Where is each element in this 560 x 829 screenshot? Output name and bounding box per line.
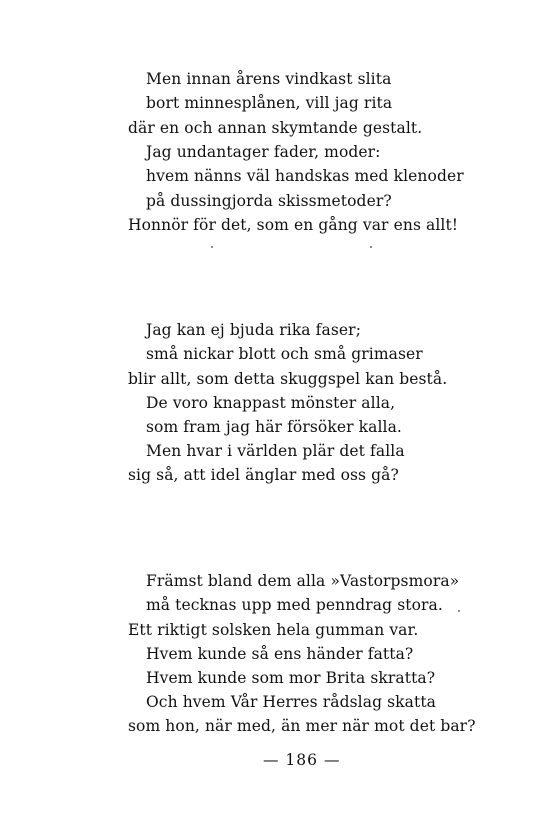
- verse-line: Främst bland dem alla »Vastorpsmora»: [146, 572, 460, 590]
- verse-line: som hon, när med, än mer när mot det bar?: [128, 717, 476, 735]
- verse-line: på dussingjorda skissmetoder?: [146, 192, 392, 210]
- verse-line: Men hvar i världen plär det falla: [146, 442, 405, 460]
- verse-line: Jag undantager fader, moder:: [146, 143, 381, 161]
- verse-line: Honnör för det, som en gång var ens allt!: [128, 216, 459, 234]
- verse-line: Ett riktigt solsken hela gumman var.: [128, 621, 419, 639]
- print-speck: [458, 610, 460, 612]
- verse-line: Jag kan ej bjuda rika faser;: [146, 321, 362, 339]
- verse-line: små nickar blott och små grimaser: [146, 345, 423, 363]
- verse-line: som fram jag här försöker kalla.: [146, 418, 402, 436]
- verse-line: där en och annan skymtande gestalt.: [128, 119, 423, 137]
- verse-line: må tecknas upp med penndrag stora.: [146, 596, 443, 614]
- verse-line: Men innan årens vindkast slita: [146, 70, 392, 88]
- print-speck: [370, 246, 372, 248]
- verse-line: hvem nänns väl handskas med klenoder: [146, 167, 464, 185]
- verse-line: Hvem kunde som mor Brita skratta?: [146, 669, 436, 687]
- verse-line: blir allt, som detta skuggspel kan bestå.: [128, 370, 448, 388]
- page-number: — 186 —: [263, 751, 341, 769]
- verse-line: bort minnesplånen, vill jag rita: [146, 94, 393, 112]
- print-speck: [211, 246, 213, 248]
- verse-line: sig så, att idel änglar med oss gå?: [128, 466, 399, 484]
- verse-line: De voro knappast mönster alla,: [146, 394, 396, 412]
- verse-line: Och hvem Vår Herres rådslag skatta: [146, 693, 437, 711]
- verse-line: Hvem kunde så ens händer fatta?: [146, 645, 414, 663]
